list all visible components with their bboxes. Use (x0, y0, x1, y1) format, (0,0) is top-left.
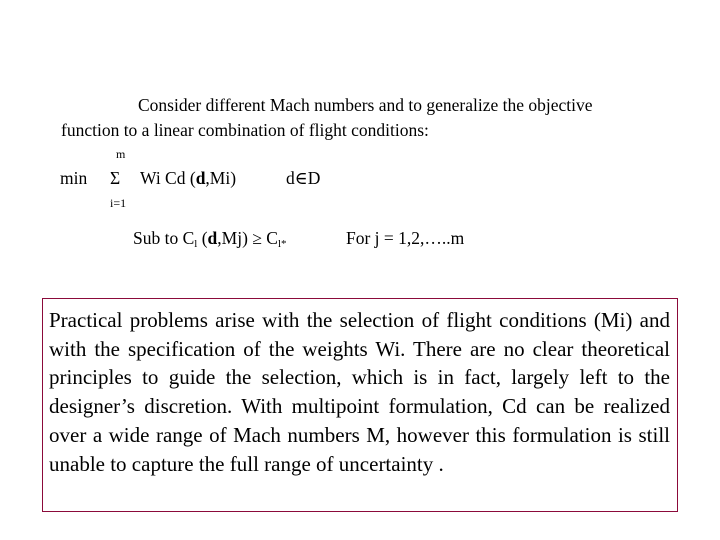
constraint-sub-star: l* (277, 238, 287, 250)
sum-lower-limit: i=1 (110, 196, 127, 210)
objective-term-head: Wi Cd ( (140, 168, 196, 188)
objective-term (140, 168, 236, 189)
intro-line-2: function to a linear combination of flight conditions: (61, 120, 429, 140)
domain-symbol: ∈D (294, 168, 321, 188)
domain-constraint (286, 168, 320, 189)
sum-upper-limit: m (116, 147, 126, 161)
note-text: Practical problems arise with the selection of flight conditions (Mi) and with the specification of the weights Wi. There are no clear theoretical principles to guide the selection, which is in fact, largely left to the designer’s discretion. With multipoint formulation, Cd can be realized over a wide range of Mach numbers M, however this formulation is still unable to capture the full range of uncertainty . (49, 308, 670, 476)
constraint-d: d (207, 228, 218, 248)
constraint-prefix: Sub to C (133, 228, 195, 248)
constraint-range: For j = 1,2,…..m (346, 228, 465, 248)
intro-line-1: Consider different Mach numbers and to generalize the objective (138, 95, 593, 115)
domain-var: d (286, 168, 295, 188)
min-label: min (60, 168, 88, 188)
objective-term-tail: ,Mi) (205, 168, 237, 188)
note-box (42, 298, 678, 512)
objective-term-d: d (195, 168, 206, 188)
constraint-sub-l: l (194, 238, 198, 250)
constraint-mid: ,Mj) ≥ C (217, 228, 278, 248)
constraint-open: ( (197, 228, 208, 248)
sigma-symbol: Σ (110, 168, 121, 188)
constraint-expression (133, 228, 287, 250)
